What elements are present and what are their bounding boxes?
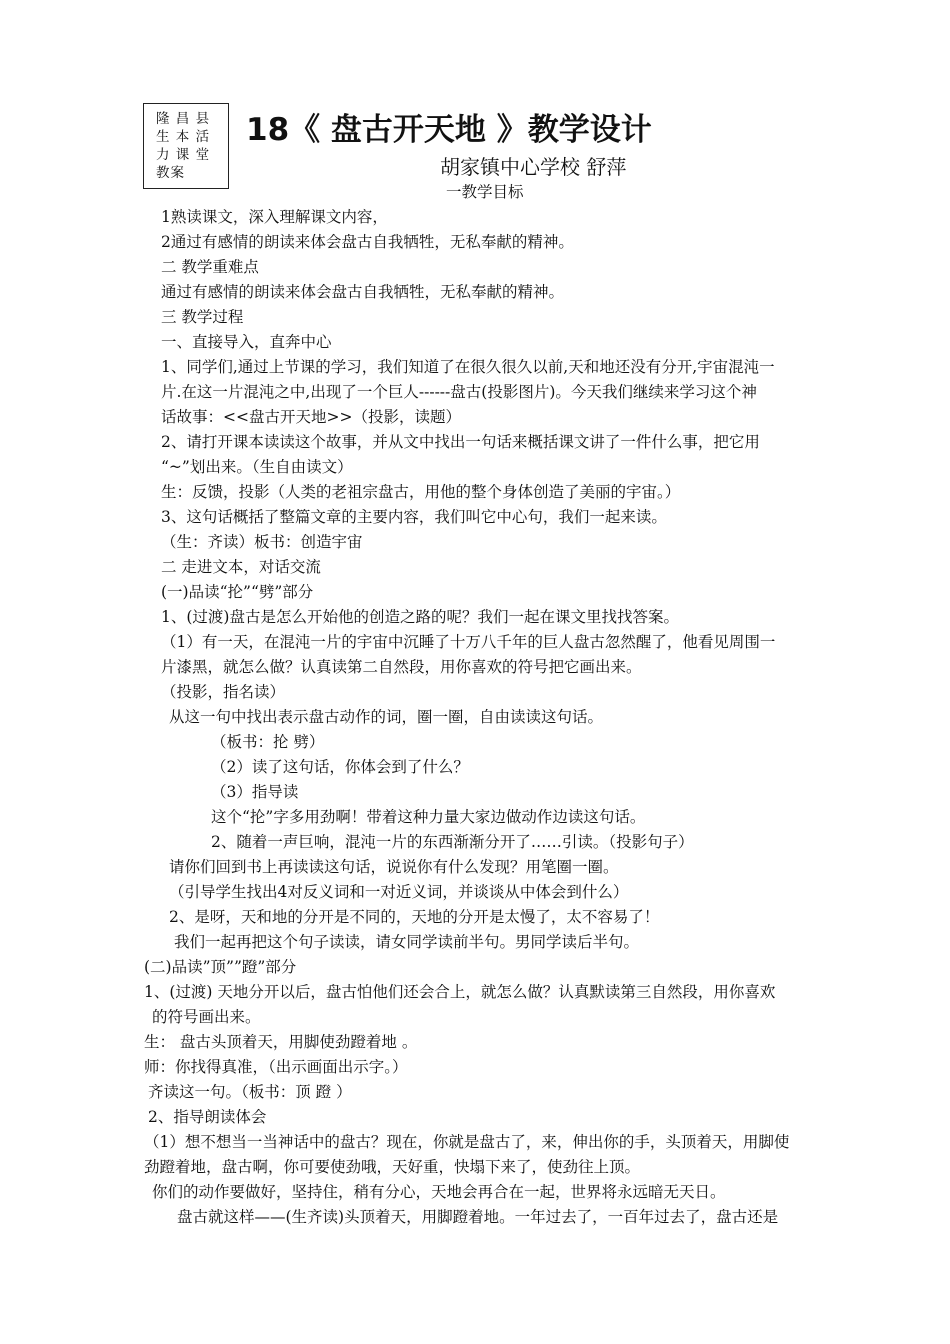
text-line: 从这一句中找出表示盘古动作的词，圈一圈，自由读读这句话。 [169,708,604,726]
text-line: 一教学目标 [446,183,524,201]
author-line: 胡家镇中心学校 舒萍 [440,155,627,179]
stamp-line: 教案 [156,165,185,181]
text-line: 的符号画出来。 [152,1008,261,1026]
text-line: （生：齐读）板书：创造宇宙 [161,533,363,551]
text-line: 齐读这一句。（板书：顶 蹬 ） [148,1083,352,1101]
text-line: “~”划出来。（生自由读文） [161,458,353,476]
text-line: 我们一起再把这个句子读读，请女同学读前半句。男同学读后半句。 [174,933,640,951]
lesson-plan-stamp-box [143,103,229,189]
text-line: 1熟读课文，深入理解课文内容， [161,208,388,226]
text-line: 三 教学过程 [161,308,244,326]
text-line: 片漆黑，就怎么做？认真读第二自然段，用你喜欢的符号把它画出来。 [161,658,642,676]
text-line: 1、(过渡) 天地分开以后，盘古怕他们还会合上，就怎么做？认真默读第三自然段，用你喜欢 [144,983,776,1001]
stamp-line: 力 课 堂 [156,147,211,163]
text-line: 师：你找得真准，（出示画面出示字。） [144,1058,408,1076]
text-line: 3、这句话概括了整篇文章的主要内容，我们叫它中心句，我们一起来读。 [161,508,667,526]
text-line: 一、直接导入，直奔中心 [161,333,332,351]
stamp-line: 隆 昌 县 [156,111,211,127]
text-line: （1）有一天，在混沌一片的宇宙中沉睡了十万八千年的巨人盘古忽然醒了，他看见周围一 [161,633,776,651]
text-line: 通过有感情的朗读来体会盘古自我牺牲，无私奉献的精神。 [161,283,565,301]
text-line: 2、指导朗读体会 [148,1108,267,1126]
text-line: 请你们回到书上再读读这句话，说说你有什么发现？用笔圈一圈。 [169,858,619,876]
text-line: （引导学生找出4对反义词和一对近义词，并谈谈从中体会到什么） [169,883,629,901]
text-line: (二)品读”顶””蹬”部分 [144,958,297,976]
text-line: （2）读了这句话，你体会到了什么？ [211,758,469,776]
text-line: 劲蹬着地，盘古啊，你可要使劲哦，天好重，快塌下来了，使劲往上顶。 [144,1158,641,1176]
text-line: 2、是呀，天和地的分开是不同的，天地的分开是太慢了，太不容易了！ [169,908,660,926]
text-line: 二 走进文本，对话交流 [161,558,321,576]
text-line: 二 教学重难点 [161,258,259,276]
text-line: （投影，指名读） [161,683,286,701]
text-line: 片.在这一片混沌之中,出现了一个巨人------盘古(投影图片)。今天我们继续来学习这个神 [161,383,757,401]
text-line: （1）想不想当一当神话中的盘古？现在，你就是盘古了，来，伸出你的手，头顶着天，用脚使 [144,1133,790,1151]
text-line: 生：反馈，投影（人类的老祖宗盘古，用他的整个身体创造了美丽的宇宙。） [161,483,681,501]
text-line: (一)品读“抡”“劈”部分 [161,583,314,601]
text-line: 2通过有感情的朗读来体会盘古自我牺牲，无私奉献的精神。 [161,233,574,251]
text-line: （板书：抡 劈） [211,733,325,751]
text-line: 1、(过渡)盘古是怎么开始他的创造之路的呢？我们一起在课文里找找答案。 [161,608,679,626]
text-line: （3）指导读 [211,783,299,801]
text-line: 生： 盘古头顶着天，用脚使劲蹬着地 。 [144,1033,418,1051]
text-line: 2、随着一声巨响，混沌一片的东西渐渐分开了……引读。（投影句子） [211,833,694,851]
text-line: 这个“抡”字多用劲啊！带着这种力量大家边做动作边读这句话。 [211,808,646,826]
stamp-line: 生 本 活 [156,129,211,145]
document-title: 18《 盘古开天地 》教学设计 [246,112,652,148]
text-line: 1、同学们,通过上节课的学习，我们知道了在很久很久以前,天和地还没有分开,宇宙混沌一 [161,358,775,376]
text-line: 话故事：<<盘古开天地>>（投影，读题） [161,408,461,426]
text-line: 2、请打开课本读读这个故事，并从文中找出一句话来概括课文讲了一件什么事，把它用 [161,433,760,451]
text-line: 盘古就这样——(生齐读)头顶着天，用脚蹬着地。一年过去了，一百年过去了，盘古还是 [177,1208,779,1226]
text-line: 你们的动作要做好，坚持住，稍有分心，天地会再合在一起，世界将永远暗无天日。 [152,1183,726,1201]
